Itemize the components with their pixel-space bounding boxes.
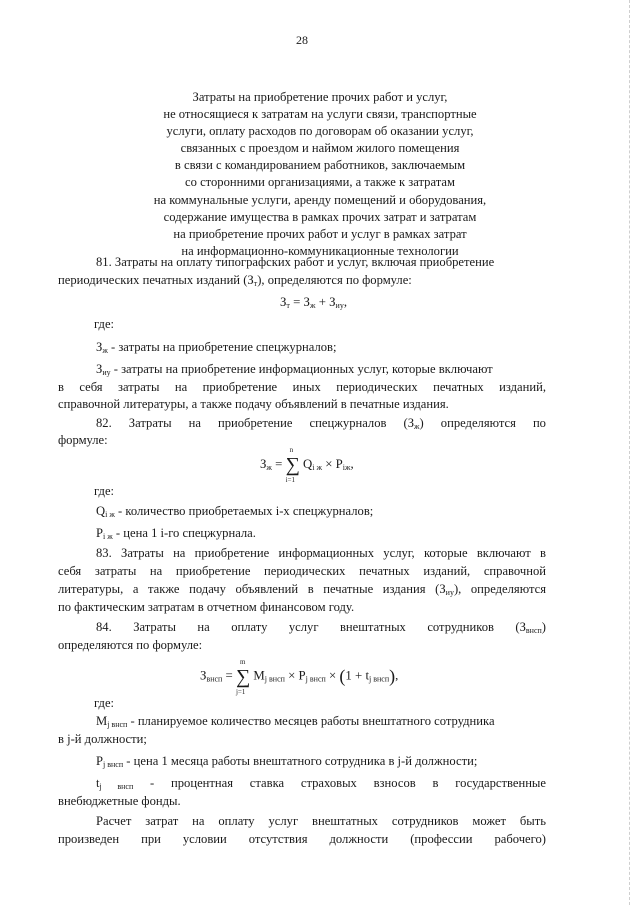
heading-line: Затраты на приобретение прочих работ и услуг, bbox=[192, 90, 448, 104]
def-t-line1: $t_{j внсп}$ - процентная ставка страховых взносов в государственные bbox=[96, 776, 546, 791]
formula-3: $З_{внсп}$ = ∑ m j=1 $M_{j внсп} \times P_{j внсп} \times (1 + t_{j внсп})$, bbox=[200, 657, 399, 696]
def-t-line2: внебюджетные фонды. bbox=[58, 794, 181, 808]
heading-line: связанных с проездом и наймом жилого помещения bbox=[180, 141, 460, 156]
heading-line: со сторонними организациями, а также к затратам bbox=[185, 175, 455, 190]
sum-sign: ∑ m j=1 bbox=[235, 657, 251, 696]
p82-line1: 82. Затраты на приобретение спецжурналов $(З_ж)$ определяются по bbox=[96, 416, 546, 431]
heading-line: на коммунальные услуги, аренду помещений и оборудования, bbox=[153, 192, 487, 207]
def-m-line2: в j-й должности; bbox=[58, 732, 147, 746]
page-number: 28 bbox=[296, 33, 308, 47]
heading-line: на приобретение прочих работ и услуг в рамках затрат bbox=[173, 226, 467, 241]
p82-line2: формуле: bbox=[58, 433, 108, 447]
def-p: $P_{i ж}$ - цена 1 i-го спецжурнала. bbox=[96, 526, 256, 541]
def-iu-line1: $З_{иу}$ - затраты на приобретение информационных услуг, которые включают bbox=[96, 362, 493, 377]
p83-line1: 83. Затраты на приобретение информационных услуг, которые включают в bbox=[96, 546, 546, 560]
def-zh: $З_ж$ - затраты на приобретение спецжурналов; bbox=[96, 340, 337, 355]
section-heading bbox=[0, 89, 640, 260]
sum-sign: ∑ n i=1 bbox=[285, 446, 300, 484]
p81-line2: периодических печатных изданий $(З_т)$, определяются по формуле: bbox=[58, 273, 412, 288]
heading-line: на информационно-коммуникационные технологии bbox=[181, 243, 459, 258]
formula-1: $З_т = З_ж + З_{иу}$, bbox=[280, 295, 348, 310]
def-p-month: $P_{j внсп}$ - цена 1 месяца работы внештатного сотрудника в j-й должности; bbox=[96, 754, 478, 769]
p84-line2: определяются по формуле: bbox=[58, 638, 203, 652]
where-label: где: bbox=[94, 484, 115, 498]
p83-line2: себя затраты на приобретение периодических печатных изданий, справочной bbox=[58, 564, 546, 578]
def-iu-line3: справочной литературы, а также подачу объявлений в печатные издания. bbox=[58, 397, 449, 411]
p83-line3: литературы, а также подачу объявлений в печатные издания $(З_{иу})$, определяются bbox=[58, 582, 547, 597]
p81-line1: 81. Затраты на оплату типографских работ и услуг, включая приобретение bbox=[96, 255, 495, 269]
heading-line: услуги, оплату расходов по договорам об оказании услуг, bbox=[166, 124, 474, 139]
last-line1: Расчет затрат на оплату услуг внештатных сотрудников может быть bbox=[96, 814, 546, 828]
where-label: где: bbox=[94, 696, 115, 710]
p84-line1: 84. Затраты на оплату услуг внештатных сотрудников $(З_{внсп})$ bbox=[96, 620, 546, 635]
last-line2: произведен при условии отсутствия должности (профессии рабочего) bbox=[58, 832, 546, 846]
where-label: где: bbox=[94, 317, 115, 331]
p83-line4: по фактическим затратам в отчетном финансовом году. bbox=[58, 600, 355, 614]
def-iu-line2: в себя затраты на приобретение иных периодических печатных изданий, bbox=[58, 380, 546, 394]
def-m-line1: $M_{j внсп}$ - планируемое количество месяцев работы внештатного сотрудника bbox=[96, 714, 495, 729]
heading-line: в связи с командированием работников, заключаемым bbox=[174, 158, 466, 173]
def-q: $Q_{i ж}$ - количество приобретаемых i-х спецжурналов; bbox=[96, 504, 374, 519]
heading-line: содержание имущества в рамках прочих затрат и затратам bbox=[163, 209, 477, 224]
formula-2: $З_ж$ = ∑ n i=1 $Q_{i ж} \times P_{iж}$, bbox=[260, 446, 354, 484]
heading-line: не относящиеся к затратам на услуги связи, транспортные bbox=[163, 107, 477, 122]
